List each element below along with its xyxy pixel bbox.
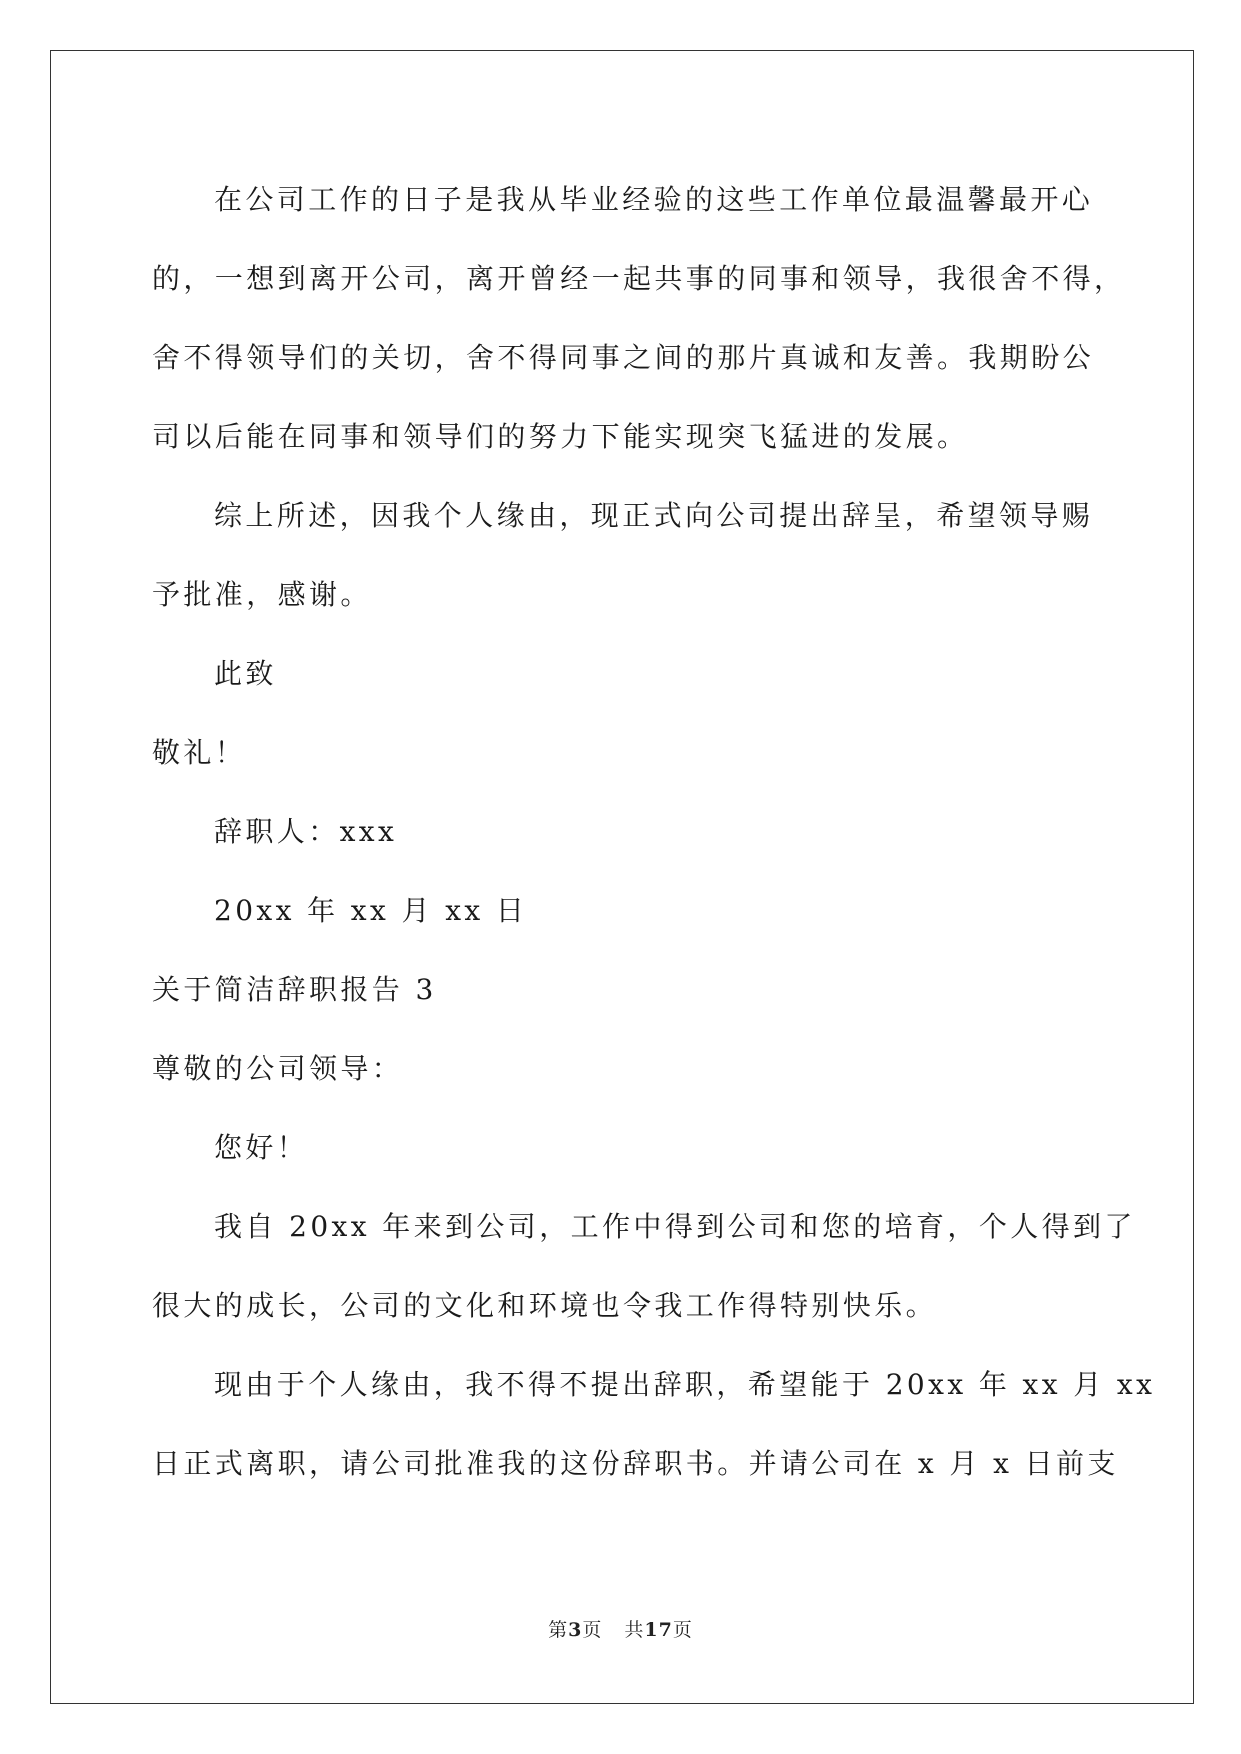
paragraph-line: 现由于个人缘由，我不得不提出辞职，希望能于 20xx 年 xx 月 xx bbox=[214, 1368, 1156, 1401]
paragraph-line: 司以后能在同事和领导们的努力下能实现突飞猛进的发展。 bbox=[152, 420, 969, 453]
paragraph-line: 舍不得领导们的关切，舍不得同事之间的那片真诚和友善。我期盼公 bbox=[152, 341, 1095, 374]
closing-salutation: 此致 bbox=[214, 657, 277, 690]
footer-total-prefix: 共 bbox=[624, 1619, 645, 1641]
paragraph-line: 综上所述，因我个人缘由，现正式向公司提出辞呈，希望领导赐 bbox=[214, 499, 1094, 532]
page-footer bbox=[0, 1615, 1241, 1642]
footer-page-number: 3 bbox=[568, 1619, 583, 1641]
paragraph-line: 予批准，感谢。 bbox=[152, 578, 372, 611]
footer-page-suffix: 页 bbox=[582, 1619, 603, 1641]
section-title: 关于简洁辞职报告 3 bbox=[152, 973, 437, 1006]
date-line: 20xx 年 xx 月 xx 日 bbox=[214, 894, 528, 927]
greeting: 您好！ bbox=[214, 1131, 309, 1164]
document-body bbox=[152, 160, 1156, 1503]
signature-line: 辞职人：xxx bbox=[214, 815, 398, 848]
paragraph-line: 我自 20xx 年来到公司，工作中得到公司和您的培育，个人得到了 bbox=[214, 1210, 1136, 1243]
paragraph-line: 的，一想到离开公司，离开曾经一起共事的同事和领导，我很舍不得， bbox=[152, 262, 1126, 295]
footer-total-suffix: 页 bbox=[672, 1619, 693, 1641]
paragraph-line: 在公司工作的日子是我从毕业经验的这些工作单位最温馨最开心 bbox=[214, 183, 1094, 216]
paragraph-line: 日正式离职，请公司批准我的这份辞职书。并请公司在 x 月 x 日前支 bbox=[152, 1447, 1119, 1480]
greeting-addressee: 尊敬的公司领导： bbox=[152, 1052, 404, 1085]
footer-total-pages: 17 bbox=[644, 1619, 673, 1641]
paragraph-line: 很大的成长，公司的文化和环境也令我工作得特别快乐。 bbox=[152, 1289, 938, 1322]
footer-page-prefix: 第 bbox=[548, 1619, 569, 1641]
closing-regards: 敬礼！ bbox=[152, 736, 247, 769]
